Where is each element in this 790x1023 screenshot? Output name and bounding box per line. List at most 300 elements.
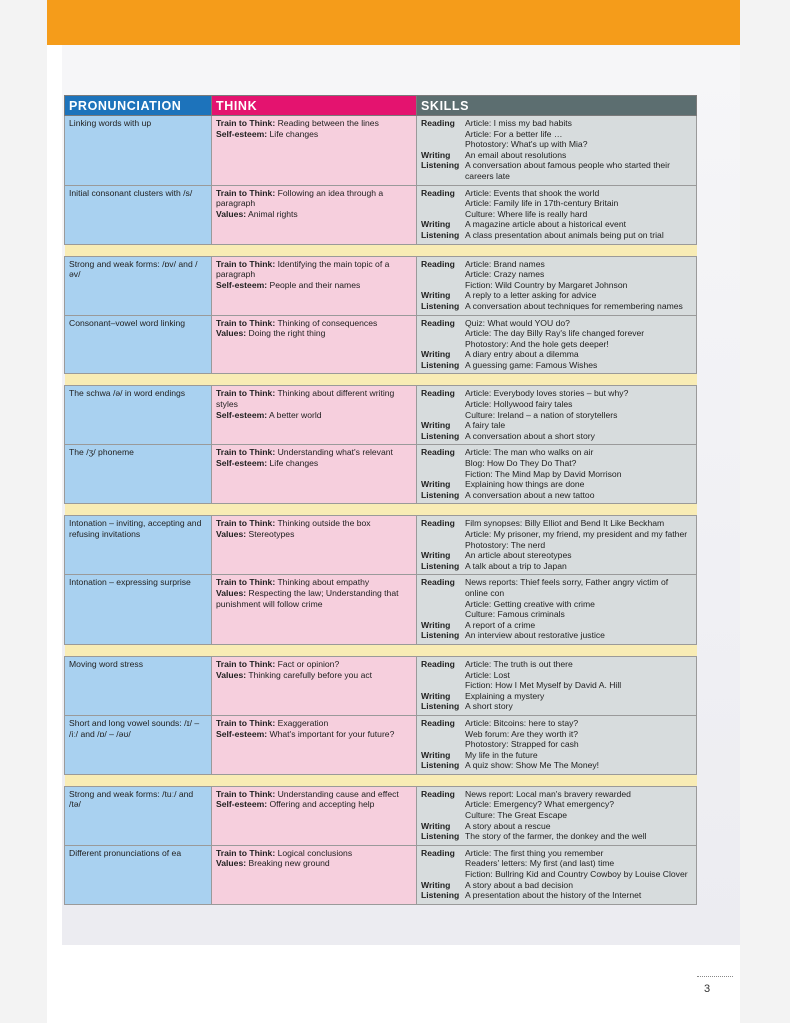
think-line [216,318,412,329]
skill-type [421,280,465,291]
think-line [216,129,412,140]
skills-line [421,469,692,480]
skills-cell [417,786,697,845]
table-row [65,786,697,845]
think-label: Self-esteem: [216,458,268,469]
skill-type: Reading [421,518,455,529]
skills-line [421,577,692,598]
skills-cell [417,116,697,186]
skill-type: Listening [421,229,460,240]
think-value: Understanding what's relevant [277,447,393,458]
skill-item: Explaining how things are done [465,479,585,490]
think-value: Thinking carefully before you act [248,669,373,680]
skill-item: Article: For a better life … [465,128,563,139]
think-line [216,410,412,421]
skills-line [421,447,692,458]
skills-line [421,518,692,529]
pronunciation-cell: Different pronunciations of ea [65,845,212,904]
pronunciation-cell: Moving word stress [65,656,212,715]
skill-type: Listening [421,701,460,712]
think-label: Self-esteem: [216,279,268,290]
think-cell [212,786,417,845]
page-number-rule [697,976,733,977]
skills-line [421,280,692,291]
think-cell [212,656,417,715]
skills-line [421,301,692,312]
skill-type: Writing [421,149,451,160]
skill-item: Fiction: Bullring Kid and Country Cowboy by Louise Clover [465,869,688,880]
think-value: Animal rights [248,208,298,219]
think-value: People and their names [269,279,361,290]
skill-type [421,269,465,280]
skills-line [421,821,692,832]
think-label: Self-esteem: [216,728,268,739]
think-label: Train to Think: [216,847,276,858]
skills-line [421,848,692,859]
skills-line [421,561,692,572]
think-cell [212,256,417,315]
skill-type [421,680,465,691]
unit-separator [65,644,697,656]
skill-item: Article: The man who walks on air [465,447,594,458]
skills-line [421,890,692,901]
pronunciation-cell: The schwa /ə/ in word endings [65,386,212,445]
table-row [65,185,697,244]
think-value: Thinking about empathy [277,577,370,588]
think-line [216,280,412,291]
skill-item: Culture: Ireland – a nation of storytellers [465,409,618,420]
think-label: Values: [216,529,247,539]
skill-item: A talk about a trip to Japan [465,560,567,571]
skills-line [421,431,692,442]
skill-item: The story of the farmer, the donkey and the well [465,831,647,842]
think-value: A better world [269,409,322,420]
think-cell [212,116,417,186]
skill-item: Fiction: The Mind Map by David Morrison [465,468,622,479]
think-value: Life changes [269,458,319,469]
think-cell [212,315,417,374]
think-line [216,259,412,280]
skill-type: Reading [421,258,455,269]
skill-type: Writing [421,619,451,630]
skill-item: Article: Everybody loves stories – but why? [465,388,629,399]
think-label: Values: [216,208,247,219]
skill-item: A presentation about the history of the Internet [465,890,642,901]
skill-type: Listening [421,160,460,171]
skills-line [421,750,692,761]
skill-type [421,139,465,150]
skill-item: A short story [465,701,513,712]
skill-item: A conversation about techniques for remembering names [465,300,683,311]
think-value: Offering and accepting help [269,799,375,810]
skills-line [421,599,692,610]
think-value: Identifying the main topic of a paragraph [216,258,390,280]
think-label: Self-esteem: [216,799,268,810]
think-value: Exaggeration [277,717,329,728]
skill-item: Article: The first thing you remember [465,847,604,858]
skill-type [421,529,465,540]
skills-cell [417,315,697,374]
skills-line [421,670,692,681]
skill-type [421,670,465,681]
skill-item: Film synopses: Billy Elliot and Bend It Like Beckham [465,518,665,529]
skill-type: Reading [421,577,455,588]
think-label: Train to Think: [216,788,276,799]
table-row [65,715,697,774]
think-line [216,858,412,869]
syllabus-body [65,116,697,905]
skill-type: Reading [421,118,455,128]
skills-line [421,739,692,750]
skill-item: An article about stereotypes [465,550,572,561]
think-line [216,188,412,209]
think-value: What's important for your future? [269,728,395,739]
skills-line [421,150,692,161]
skills-cell [417,715,697,774]
think-label: Values: [216,669,247,680]
skill-type: Writing [421,550,451,561]
skill-item: Culture: The Great Escape [465,810,568,821]
think-line [216,729,412,740]
think-line [216,577,412,588]
think-value: Respecting the law; Understanding that punishment will follow crime [216,587,399,609]
skill-type [421,129,465,140]
skill-type: Reading [421,447,455,458]
skills-line [421,290,692,301]
skills-line [421,620,692,631]
think-label: Train to Think: [216,577,276,588]
skill-type: Reading [421,317,455,328]
skills-line [421,540,692,551]
skill-type: Listening [421,831,460,842]
think-value: Fact or opinion? [277,658,340,669]
skill-type [421,209,465,220]
page [47,0,740,1023]
skill-type: Writing [421,749,451,760]
think-value: Thinking of consequences [277,317,378,328]
skill-item: Article: My prisoner, my friend, my president and my father [465,529,688,539]
skill-item: Article: Family life in 17th-century Britain [465,198,619,209]
think-value: Logical conclusions [277,847,353,858]
skill-item: Article: Brand names [465,258,545,269]
skills-line [421,490,692,501]
skill-item: A magazine article about a historical event [465,219,626,230]
table-row [65,256,697,315]
skill-item: An interview about restorative justice [465,630,605,641]
skills-line [421,760,692,771]
think-label: Train to Think: [216,118,276,128]
think-value: Life changes [269,128,319,139]
skill-type: Listening [421,560,460,571]
skill-item: Article: The truth is out there [465,658,573,669]
skill-item: Article: Events that shook the world [465,187,600,198]
table-row [65,516,697,575]
skills-line [421,209,692,220]
table-row [65,445,697,504]
table-row [65,386,697,445]
unit-separator [65,504,697,516]
skill-item: Fiction: Wild Country by Margaret Johnson [465,279,628,290]
skill-item: A fairy tale [465,420,506,431]
skill-type: Reading [421,388,455,399]
skill-type [421,198,465,209]
skill-type: Reading [421,788,455,799]
think-cell [212,715,417,774]
think-label: Train to Think: [216,658,276,669]
skills-cell [417,185,697,244]
skills-line [421,129,692,140]
skill-type: Listening [421,359,460,370]
skill-item: Readers' letters: My first (and last) time [465,858,615,869]
skill-item: Photostory: What's up with Mia? [465,139,588,150]
think-label: Train to Think: [216,258,276,269]
think-label: Train to Think: [216,317,276,328]
skills-cell [417,575,697,645]
skill-item: News reports: Thief feels sorry, Father angry victim of online con [465,577,669,598]
skills-line [421,188,692,199]
skills-line [421,529,692,540]
skill-type [421,869,465,880]
unit-separator-cell [65,244,697,256]
skill-item: Photostory: The nerd [465,539,546,550]
unit-separator-cell [65,374,697,386]
skills-cell [417,845,697,904]
skill-item: Article: Getting creative with crime [465,598,595,609]
skill-type: Listening [421,489,460,500]
skill-type: Writing [421,420,451,431]
skills-cell [417,656,697,715]
skills-line [421,680,692,691]
skills-line [421,691,692,702]
think-value: Following an idea through a paragraph [216,187,384,209]
skill-item: Culture: Where life is really hard [465,208,588,219]
header-pronunciation: PRONUNCIATION [65,96,212,116]
skills-cell [417,386,697,445]
skill-item: Web forum: Are they worth it? [465,728,579,739]
skills-line [421,399,692,410]
think-cell [212,575,417,645]
skills-line [421,339,692,350]
skill-item: Explaining a mystery [465,690,545,701]
top-color-bar [47,0,740,45]
think-cell [212,185,417,244]
skill-item: News report: Local man's bravery rewarded [465,788,631,799]
think-label: Values: [216,858,247,869]
think-line [216,529,412,540]
think-line [216,848,412,859]
skill-item: Photostory: And the hole gets deeper! [465,338,609,349]
think-line [216,328,412,339]
think-value: Reading between the lines [277,118,379,128]
skills-line [421,729,692,740]
skill-item: Culture: Famous criminals [465,609,565,620]
table-row [65,656,697,715]
skill-type [421,339,465,350]
skill-item: A conversation about a new tattoo [465,489,595,500]
think-label: Self-esteem: [216,128,268,139]
skill-item: Article: The day Billy Ray's life changed forever [465,328,645,339]
skill-item: A class presentation about animals being put on trial [465,229,664,240]
pronunciation-cell: Linking words with up [65,116,212,186]
table-row [65,116,697,186]
pronunciation-cell: Intonation – inviting, accepting and refusing invitations [65,516,212,575]
page-number: 3 [704,983,711,995]
think-line [216,209,412,220]
skill-item: A quiz show: Show Me The Money! [465,760,600,771]
think-line [216,518,412,529]
skills-line [421,810,692,821]
skill-type: Writing [421,290,451,301]
skill-item: Article: I miss my bad habits [465,118,572,128]
skill-item: A story about a bad decision [465,879,573,890]
think-value: Breaking new ground [248,858,330,869]
skills-cell [417,516,697,575]
skill-item: A story about a rescue [465,820,551,831]
skill-type [421,810,465,821]
think-label: Train to Think: [216,447,276,458]
think-line [216,789,412,800]
skills-cell [417,256,697,315]
skill-item: A conversation about famous people who started their careers late [465,160,670,181]
skill-item: Quiz: What would YOU do? [465,317,570,328]
skill-type [421,469,465,480]
skill-type: Writing [421,879,451,890]
skill-item: Article: Emergency? What emergency? [465,799,615,810]
skills-line [421,831,692,842]
skill-item: A reply to a letter asking for advice [465,290,597,301]
skill-type [421,458,465,469]
skills-line [421,630,692,641]
skill-type: Writing [421,479,451,490]
skill-type [421,739,465,750]
unit-separator [65,774,697,786]
skill-item: Article: Lost [465,669,510,680]
think-line [216,588,412,609]
think-line [216,799,412,810]
skill-type [421,540,465,551]
skills-line [421,328,692,339]
skills-line [421,269,692,280]
think-line [216,458,412,469]
think-line [216,388,412,409]
skill-type: Listening [421,630,460,641]
think-line [216,718,412,729]
skill-type: Listening [421,890,460,901]
skills-line [421,259,692,270]
table-row [65,845,697,904]
skill-item: Article: Hollywood fairy tales [465,399,573,410]
skill-item: A report of a crime [465,619,536,630]
skill-type: Reading [421,847,455,858]
unit-separator-cell [65,774,697,786]
pronunciation-cell: Intonation – expressing surprise [65,575,212,645]
skill-type [421,599,465,610]
skill-type [421,858,465,869]
think-label: Train to Think: [216,388,276,399]
skill-type [421,399,465,410]
skills-line [421,198,692,209]
skill-item: Fiction: How I Met Myself by David A. Hill [465,680,622,691]
think-label: Train to Think: [216,518,276,529]
skill-type: Reading [421,187,455,198]
unit-separator-cell [65,504,697,516]
skill-type [421,328,465,339]
table-row [65,575,697,645]
skills-line [421,799,692,810]
skill-item: My life in the future [465,749,538,760]
skill-item: An email about resolutions [465,149,567,160]
skill-item: Article: Bitcoins: here to stay? [465,717,579,728]
think-value: Doing the right thing [248,328,326,339]
skills-line [421,318,692,329]
header-skills: SKILLS [417,96,697,116]
skills-line [421,550,692,561]
skills-line [421,609,692,620]
skills-line [421,479,692,490]
header-think: THINK [212,96,417,116]
skill-type: Reading [421,717,455,728]
think-label: Train to Think: [216,187,276,198]
think-value: Thinking outside the box [277,518,371,529]
skills-line [421,388,692,399]
skill-type: Writing [421,219,451,230]
think-cell [212,845,417,904]
skill-item: A conversation about a short story [465,430,595,441]
unit-separator [65,244,697,256]
skill-type: Writing [421,820,451,831]
skill-type [421,729,465,740]
skill-type: Reading [421,658,455,669]
think-line [216,659,412,670]
skill-item: Blog: How Do They Do That? [465,458,577,469]
think-cell [212,445,417,504]
think-line [216,447,412,458]
think-label: Values: [216,328,247,339]
skill-type [421,799,465,810]
pronunciation-cell: Strong and weak forms: /ɒv/ and /əv/ [65,256,212,315]
skills-line [421,118,692,129]
skill-item: A guessing game: Famous Wishes [465,359,598,370]
think-label: Self-esteem: [216,409,268,420]
think-cell [212,386,417,445]
think-cell [212,516,417,575]
skills-line [421,869,692,880]
skill-item: Photostory: Strapped for cash [465,739,579,750]
skill-type: Listening [421,430,460,441]
skills-line [421,458,692,469]
syllabus-table [64,95,697,905]
skill-type: Listening [421,760,460,771]
skill-type [421,609,465,620]
skills-line [421,718,692,729]
skills-cell [417,445,697,504]
skill-type: Listening [421,300,460,311]
skills-line [421,219,692,230]
unit-separator-cell [65,644,697,656]
skills-line [421,701,692,712]
pronunciation-cell: Strong and weak forms: /tuː/ and /tə/ [65,786,212,845]
table-header-row [65,96,697,116]
pronunciation-cell: Short and long vowel sounds: /ɪ/ – /iː/ and /ɒ/ – /əʊ/ [65,715,212,774]
skills-line [421,880,692,891]
skills-line [421,420,692,431]
skills-line [421,410,692,421]
skills-line [421,160,692,181]
think-value: Understanding cause and effect [277,788,399,799]
skills-line [421,230,692,241]
skills-line [421,858,692,869]
skill-type: Writing [421,349,451,360]
